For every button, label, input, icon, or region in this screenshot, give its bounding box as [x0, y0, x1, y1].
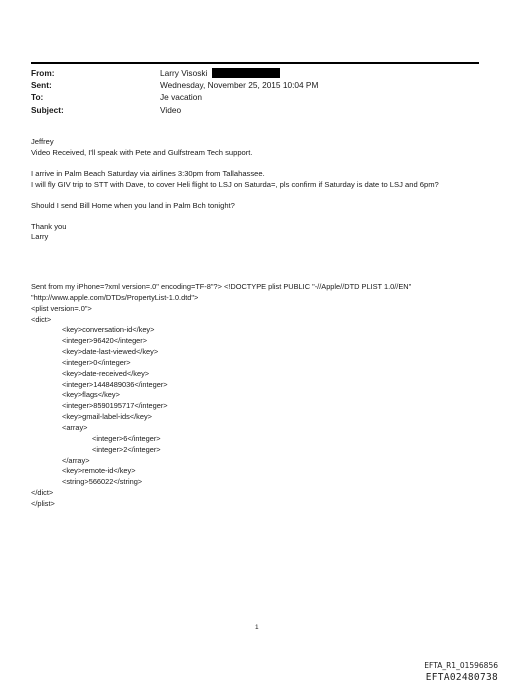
redaction-box: [212, 68, 280, 78]
from-label: From:: [31, 68, 55, 78]
body-line: Video Received, I'll speak with Pete and Gulfstream Tech support.: [31, 147, 253, 157]
from-value: Larry Visoski: [160, 68, 208, 78]
plist-line: <key>date-received</key>: [62, 368, 150, 378]
to-row: [31, 91, 318, 103]
sent-label: Sent:: [31, 80, 52, 91]
body-line: I will fly GIV trip to STT with Dave, to cover Heli flight to LSJ on Saturda=, pls confirm if Saturday is date to LSJ and 6pm?: [31, 179, 439, 189]
sent-row: [31, 79, 318, 91]
plist-line: <array>: [62, 422, 88, 432]
bates-number-small: EFTA_R1_01596856: [424, 661, 498, 670]
plist-line: <integer>2</integer>: [92, 444, 161, 454]
sent-value: Wednesday, November 25, 2015 10:04 PM: [160, 80, 319, 91]
subject-value: Video: [160, 104, 182, 115]
plist-line: </array>: [62, 455, 90, 465]
subject-label: Subject:: [31, 104, 64, 115]
plist-line: </plist>: [31, 498, 55, 508]
plist-line: Sent from my iPhone=?xml version=.0" encoding=TF-8"?> <!DOCTYPE plist PUBLIC "-//Apple//DTD PLIST 1.0//EN": [31, 282, 412, 291]
from-row: [31, 67, 318, 79]
to-value: Je vacation: [160, 92, 202, 103]
plist-line: <integer>1448489036</integer>: [62, 379, 168, 389]
plist-block: [31, 282, 501, 510]
body-line: Thank you: [31, 221, 67, 231]
body-line: I arrive in Palm Beach Saturday via airlines 3:30pm from Tallahassee.: [31, 168, 265, 178]
plist-line: <dict>: [31, 314, 52, 324]
subject-row: [31, 104, 318, 116]
plist-line: <key>date-last-viewed</key>: [62, 347, 159, 357]
plist-line: <integer>0</integer>: [62, 357, 131, 367]
paragraph-gap: [31, 191, 501, 201]
paragraph-gap: [31, 212, 501, 222]
email-header: [31, 67, 318, 116]
plist-line: <key>gmail-label-ids</key>: [62, 412, 152, 422]
plist-line: <plist version=.0">: [31, 303, 92, 313]
plist-line: </dict>: [31, 488, 54, 498]
header-rule: [31, 62, 479, 64]
paragraph-gap: [31, 159, 501, 169]
plist-line: <integer>6</integer>: [92, 433, 161, 443]
email-body: [31, 137, 501, 243]
plist-line: <key>remote-id</key>: [62, 466, 136, 476]
plist-line: "http://www.apple.com/DTDs/PropertyList-1.0.dtd">: [31, 292, 199, 302]
plist-line: <integer>8590195717</integer>: [62, 401, 168, 411]
plist-line: <string>566022</string>: [62, 477, 143, 487]
plist-line: <integer>96420</integer>: [62, 336, 148, 346]
plist-line: <key>conversation-id</key>: [62, 325, 155, 335]
body-line: Should I send Bill Home when you land in Palm Bch tonight?: [31, 200, 235, 210]
page-number: 1: [255, 624, 259, 631]
body-line: Jeffrey: [31, 137, 54, 146]
body-line: Larry: [31, 232, 49, 242]
to-label: To:: [31, 92, 44, 103]
plist-line: <key>flags</key>: [62, 390, 120, 400]
bates-number-large: EFTA02480738: [425, 672, 498, 683]
